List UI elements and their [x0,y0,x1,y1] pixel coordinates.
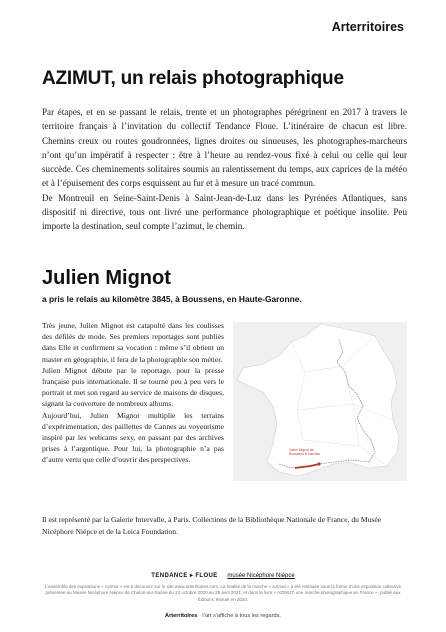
route-map [233,322,407,481]
boussens-marker [317,462,320,465]
tendance-floue-logo: TENDANCE ▸ FLOUE [151,573,218,579]
page-title: AZIMUT, un relais photographique [42,68,344,89]
musee-niepce-logo: musée Nicéphore Niépce [227,573,295,579]
bio-paragraph: Julien Mignot débute par le reportage, pour la presse française puis internationale. Il se tourne peu à peu vers le portrait et met son regard au service de maisons de disques, signant la couverture de nombreux albums. [42,365,224,409]
intro-paragraph: De Montreuil en Seine-Saint-Denis à Saint-Jean-de-Luz dans les Pyrénées Atlantiques, sans dispositif ni directive, tous ont livré une performance photographique et poétique insolite. Peu importe la destination, seul compte l’azimut, le chemin. [42,192,407,232]
artist-credits: Il est représenté par la Galerie Intervalle, à Paris. Collections de la Bibliothèque Nationale de France, du Musée Nicéphore Niépce et de la Leica Foundation. [42,515,382,536]
footnote: L’ensemble des expositions « Azimut » est à découvrir sur le site www.arterritoires.com. La totalité de la marche « Azimut » a été restituée sous la forme d’une exposition collective présentée au Musée Nicéphore Niépce de Chalon-sur-Saône du 24 octobre 2020 au 25 avril 2021, et dans le livre « AZIMUT, une marche photographique en France », publié aux Éditions Textuel en 2020. [44,584,402,602]
tagline-text: · l’art s’affiche à tous les regards. [198,613,281,619]
artist-name: Julien Mignot [42,267,171,289]
tagline-brand: Arterritoires [165,613,198,619]
intro-paragraph: Par étapes, et en se passant le relais, trente et un photographes pérégrinent en 2017 à travers le territoire français à l’invitation du collectif Tendance Floue. L’itinéraire de chacun est libre. Chemins creux ou routes goudronnées, lignes droites ou sinueuses, les photographes-marcheurs n’ont qu’un impératif à respecter : être à l’heure au rendez-vous fixé à celui ou celle qui leur succède. Ces cheminements solitaires soumis au ralentissement du temps, aux caprices de la météo et à l’épuisement des corps esquissent au fur et à mesure un tracé commun. [42,107,407,189]
bio-paragraph: Aujourd’hui, Julien Mignot multiplie les terrains d’expérimentation, des paillettes de Cannes au voyeurisme inspiré par les webcams sexy, en passant par des archives prises à l’argentique. Pour lui, la photographie n’a pas d’autre vertu que celle d’ouvrir des perspectives. [42,410,224,465]
map-route-label: Julien Mignot de Boussens à Lourdes [289,448,320,456]
artist-subtitle: a pris le relais au kilomètre 3845, à Boussens, en Haute-Garonne. [42,294,302,304]
brand-logo: Arterritoires [331,20,404,34]
bio-paragraph: Très jeune, Julien Mignot est catapulté dans les coulisses des défilés de mode. Ses premiers reportages sont publiés dans Elle et confirment sa vocation : même s’il obtient un master en géographie, il fera de la photographie son métier. [42,321,224,364]
partner-logos [0,572,446,579]
france-map-svg [233,322,407,481]
tagline [0,613,446,619]
intro-text [42,105,407,234]
artist-bio [42,320,224,466]
